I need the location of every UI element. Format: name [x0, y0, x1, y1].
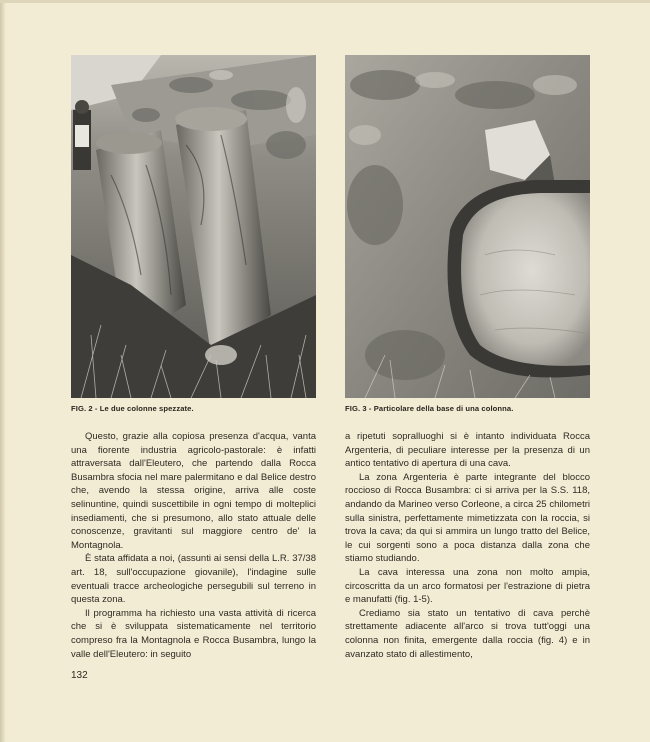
figure-2-photo: [71, 55, 316, 398]
page-number: 132: [71, 670, 88, 681]
paragraph: Il programma ha richiesto una vasta attività di ricerca che si è sviluppata sistematicamente nel territorio compreso fra la Montagnola e Rocca Busambra, lungo la valle dell'Eleutero: in seguito: [71, 607, 316, 660]
figure-3-photo: [345, 55, 590, 398]
page-top-edge: [0, 0, 650, 3]
page-edge-shadow: [0, 0, 6, 742]
paragraph: La zona Argenteria è parte integrante del blocco roccioso di Rocca Busambra: ci si arriva per la S.S. 118, andando da Marineo verso Corleone, a circa 25 chilometri sulla sinistra, perfettamente mimetizzata con la roccia, si trova la cava; da qui si ammira un lungo tratto del Belice, le cui sorgenti sono a poca distanza dalla zona che stiamo studiando.: [345, 471, 590, 565]
figure-3-caption: FIG. 3 - Particolare della base di una colonna.: [345, 404, 514, 413]
figure-2-caption: FIG. 2 - Le due colonne spezzate.: [71, 404, 194, 413]
paragraph: Questo, grazie alla copiosa presenza d'acqua, vanta una fiorente industria agricolo-pastorale: è infatti attraversata dall'Eleutero, che partendo dalla Rocca Busambra sfocia nel mare palermitano e dal Belice destro che, avendo la stessa origine, arriva alle coste selinuntine, quindi suscettibile in ogni tempo di molteplici insediamenti, che si presumono, allo stato attuale delle conoscenze, gravitanti sul maggiore centro de' la Montagnola.: [71, 431, 316, 551]
paragraph: È stata affidata a noi, (assunti ai sensi della L.R. 37/38 art. 18, sull'occupazione giovanile), l'indagine sulle eventuali tracce archeologiche persegubili sul terreno in questa zona.: [71, 553, 316, 606]
left-text-column: [71, 430, 316, 661]
right-text-column: [345, 430, 590, 661]
paragraph: Crediamo sia stato un tentativo di cava perchè strettamente adiacente all'arco si trova tutt'oggi una colonna non finita, emergente dalla roccia (fig. 4) e in avanzato stato di allestimento,: [345, 607, 590, 660]
paragraph: La cava interessa una zona non molto ampia, circoscritta da un arco formatosi per l'estrazione di pietra e manufatti (fig. 1-5).: [345, 566, 590, 606]
paragraph: a ripetuti sopralluoghi si è intanto individuata Rocca Argenteria, di peculiare interesse per la presenza di un antico tentativo di apertura di una cava.: [345, 431, 590, 470]
